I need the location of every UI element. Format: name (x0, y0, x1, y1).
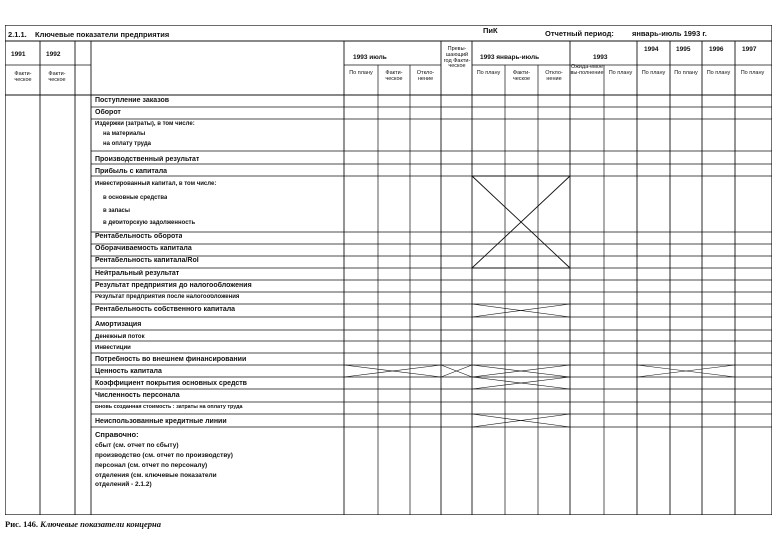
reference-line: производство (см. отчет по производству) (95, 452, 233, 459)
row-label-cash-flow: Денежный поток (95, 334, 145, 340)
row-label-orders: Поступление заказов (95, 97, 170, 104)
col-1992-sub: Факти-ческое (48, 71, 66, 83)
row-label-production-result: Производственный результат (95, 156, 200, 163)
group-1993-july-title: 1993 июль (353, 54, 387, 61)
period-label: Отчетный период: (545, 29, 614, 38)
group-1996-title: 1996 (709, 46, 724, 53)
reference-line: сбыт (см. отчет по сбыту) (95, 442, 179, 449)
row-label-amortization: Амортизация (95, 321, 142, 328)
row-label-equity-profitability: Рентабельность собственного капитала (95, 306, 236, 313)
reference-line: отделений - 2.1.2) (95, 481, 152, 488)
group-1993-title: 1993 (593, 54, 608, 61)
section-number: 2.1.1. (8, 30, 27, 39)
group-1993-janjul-title: 1993 январь-июль (480, 54, 540, 61)
group-1993-sub-plan: По плану (608, 70, 633, 76)
row-label-capital-value: Ценность капитала (95, 368, 162, 375)
row-label-costs-materials: на материалы (103, 131, 146, 137)
row-label-result-before-tax: Результат предприятия до налогообложения (95, 282, 252, 289)
row-label-stocks: в запасы (103, 208, 131, 214)
row-label-result-after-tax: Результат предприятия после налогообложения (95, 294, 240, 300)
row-label-external-financing: Потребность во внешнем финансировании (95, 356, 247, 363)
org-name: ПиК (483, 26, 498, 35)
group-prev-year-title: Превы-шающий год Факти-ческое (443, 46, 471, 70)
row-label-headcount: Численность персонала (95, 392, 180, 399)
row-label-invested-capital: Инвестированный капитал, в том числе: (95, 181, 217, 187)
group-1993-janjul-sub-fact: Факти-ческое (512, 70, 531, 82)
reference-line: отделения (см. ключевые показатели (95, 472, 217, 479)
col-1991-year: 1991 (11, 51, 26, 58)
row-label-costs: Издержки (затраты), в том числе: (95, 121, 195, 127)
row-label-turnover-profitability: Рентабельность оборота (95, 233, 183, 240)
row-label-investments: Инвестиции (95, 345, 131, 351)
group-1993-sub-expected: Ожида-емое вы-полнение (570, 64, 604, 76)
row-label-costs-labor: на оплату труда (103, 141, 152, 147)
row-label-turnover: Оборот (95, 109, 121, 116)
table-title: Ключевые показатели предприятия (35, 30, 170, 39)
col-1991-sub: Факти-ческое (14, 71, 32, 83)
row-label-receivables: в дебиторскую задолженность (103, 220, 196, 226)
group-1993-july-sub-fact: Факти-ческое (385, 70, 403, 82)
figure-caption (5, 520, 161, 529)
group-1994-title: 1994 (644, 46, 659, 53)
figure-title: Ключевые показатели концерна (40, 519, 162, 529)
group-1993-july-sub-plan: По плану (349, 70, 373, 76)
row-label-value-added: Вновь созданная стоимость : затраты на оплату труда (95, 405, 243, 410)
period-value: январь-июль 1993 г. (632, 29, 707, 38)
group-1995-title: 1995 (676, 46, 691, 53)
reference-line: персонал (см. отчет по персоналу) (95, 462, 208, 469)
group-1996-sub-plan: По плану (706, 70, 731, 76)
reference-title: Справочно: (95, 430, 139, 439)
row-label-capital-profit: Прибыль с капитала (95, 168, 168, 175)
group-1997-sub-plan: По плану (740, 70, 765, 76)
row-label-capital-turnover: Оборачиваемость капитала (95, 245, 192, 252)
row-label-neutral-result: Нейтральный результат (95, 270, 180, 277)
row-label-credit-lines: Неиспользованные кредитные линии (95, 418, 227, 425)
group-1993-janjul-sub-plan: По плану (476, 70, 501, 76)
key-indicators-table (5, 25, 772, 515)
col-1992-year: 1992 (46, 51, 61, 58)
group-1994-sub-plan: По плану (641, 70, 666, 76)
group-1995-sub-plan: По плану (674, 70, 698, 76)
group-1993-janjul-sub-dev: Откло-нение (545, 70, 563, 82)
group-1993-july-sub-dev: Откло-нение (416, 70, 435, 82)
row-label-coverage-ratio: Коэффициент покрытия основных средств (95, 380, 247, 387)
group-1997-title: 1997 (742, 46, 757, 53)
row-label-roi: Рентабельность капитала/RoI (95, 257, 199, 264)
figure-number: Рис. 146. (5, 519, 38, 529)
row-label-fixed-assets: в основные средства (103, 195, 168, 201)
